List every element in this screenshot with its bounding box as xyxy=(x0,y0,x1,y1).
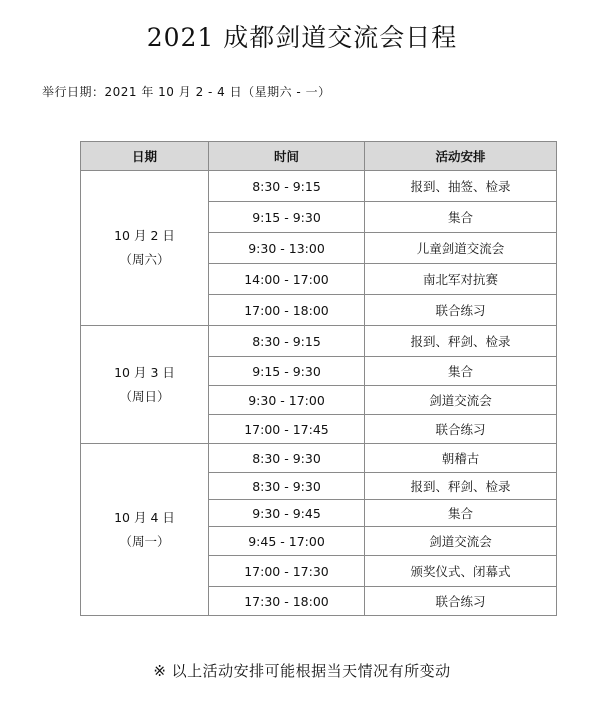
activity-cell: 剑道交流会 xyxy=(365,527,557,556)
activity-cell: 报到、秤剑、检录 xyxy=(365,326,557,357)
header-activity: 活动安排 xyxy=(365,142,557,171)
date-label: 10 月 2 日 xyxy=(114,228,175,243)
activity-cell: 联合练习 xyxy=(365,587,557,616)
activity-cell: 联合练习 xyxy=(365,295,557,326)
header-time: 时间 xyxy=(209,142,365,171)
time-cell: 9:30 - 17:00 xyxy=(209,386,365,415)
activity-cell: 集合 xyxy=(365,357,557,386)
time-cell: 17:30 - 18:00 xyxy=(209,587,365,616)
time-cell: 8:30 - 9:15 xyxy=(209,326,365,357)
time-cell: 9:30 - 9:45 xyxy=(209,500,365,527)
date-cell-day3 xyxy=(81,444,209,616)
activity-cell: 报到、抽签、检录 xyxy=(365,171,557,202)
date-label: 10 月 3 日 xyxy=(114,364,175,380)
time-cell: 17:00 - 17:45 xyxy=(209,415,365,444)
time-cell: 9:15 - 9:30 xyxy=(209,357,365,386)
time-cell: 17:00 - 18:00 xyxy=(209,295,365,326)
time-cell: 8:30 - 9:30 xyxy=(209,444,365,473)
activity-cell: 颁奖仪式、闭幕式 xyxy=(365,556,557,587)
header-row xyxy=(81,142,557,171)
time-cell: 17:00 - 17:30 xyxy=(209,556,365,587)
time-cell: 9:45 - 17:00 xyxy=(209,527,365,556)
table-row xyxy=(81,444,557,473)
event-dates: 举行日期：2021 年 10 月 2 - 4 日（星期六 - 一） xyxy=(42,85,331,99)
activity-cell: 南北军对抗赛 xyxy=(365,264,557,295)
table-row xyxy=(81,171,557,202)
date-label: 10 月 4 日 xyxy=(114,509,175,525)
schedule-table xyxy=(80,141,557,616)
activity-cell: 集合 xyxy=(365,500,557,527)
time-cell: 9:30 - 13:00 xyxy=(209,233,365,264)
header-date: 日期 xyxy=(81,142,209,171)
activity-cell: 儿童剑道交流会 xyxy=(365,233,557,264)
date-cell-day2 xyxy=(81,326,209,444)
time-cell: 8:30 - 9:15 xyxy=(209,171,365,202)
footnote: ※ 以上活动安排可能根据当天情况有所变动 xyxy=(153,662,451,680)
activity-cell: 朝稽古 xyxy=(365,444,557,473)
weekday-label: （周日） xyxy=(119,388,170,404)
time-cell: 8:30 - 9:30 xyxy=(209,473,365,500)
activity-cell: 报到、秤剑、检录 xyxy=(365,473,557,500)
weekday-label: （周一） xyxy=(119,533,170,549)
activity-cell: 联合练习 xyxy=(365,415,557,444)
page-title: 2021 成都剑道交流会日程 xyxy=(146,23,458,52)
activity-cell: 剑道交流会 xyxy=(365,386,557,415)
time-cell: 14:00 - 17:00 xyxy=(209,264,365,295)
date-cell-day1 xyxy=(81,171,209,326)
time-cell: 9:15 - 9:30 xyxy=(209,202,365,233)
table-row xyxy=(81,326,557,357)
activity-cell: 集合 xyxy=(365,202,557,233)
weekday-label: （周六） xyxy=(119,252,170,267)
